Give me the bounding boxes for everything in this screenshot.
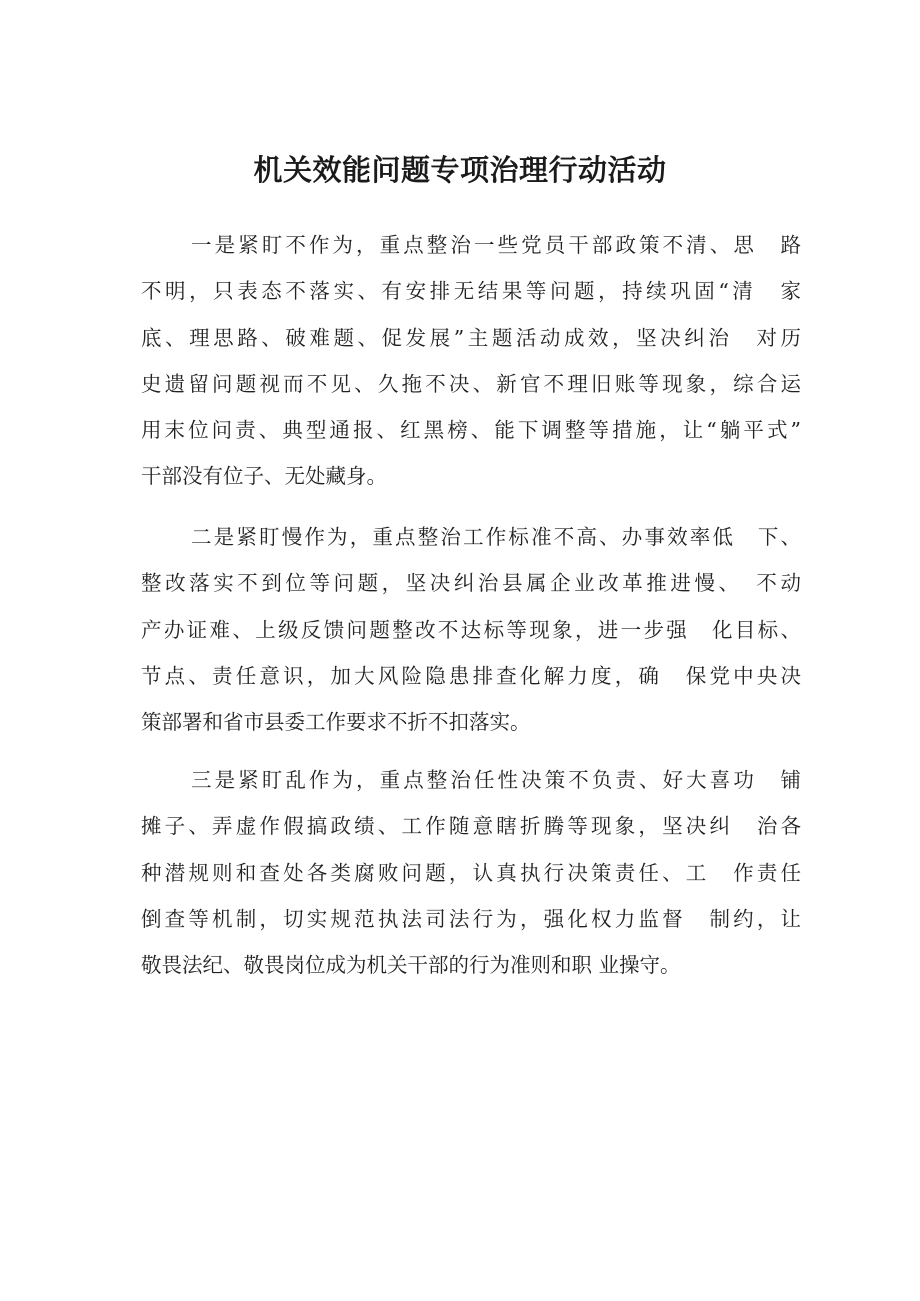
- paragraph-line: 二是紧盯慢作为，重点整治工作标准不高、办事效率低 下、: [191, 525, 801, 549]
- paragraph-line: 不明，只表态不落实、有安排无结果等问题，持续巩固“清 家: [141, 279, 801, 304]
- page-title: 机关效能问题专项治理行动活动: [253, 153, 667, 187]
- paragraph-line: 整改落实不到位等问题，坚决纠治县属企业改革推进慢、 不动: [141, 571, 801, 596]
- paragraph-line: 节点、责任意识，加大风险隐患排查化解力度，确 保党中央决: [141, 663, 801, 688]
- paragraph-line: 摊子、弄虚作假搞政绩、工作随意瞎折腾等现象，坚决纠 治各: [141, 814, 801, 839]
- paragraph-line: 倒查等机制，切实规范执法司法行为，强化权力监督 制约，让: [141, 906, 801, 931]
- paragraph-1: [141, 222, 801, 500]
- paragraph-line: 一是紧盯不作为，重点整治一些党员干部政策不清、思 路: [191, 233, 801, 257]
- paragraph-line: 策部署和省市县委工作要求不折不扣落实。: [141, 710, 531, 735]
- paragraph-line: 用末位问责、典型通报、红黑榜、能下调整等措施，让“躺平式”: [141, 418, 801, 443]
- paragraph-line: 种潜规则和查处各类腐败问题，认真执行决策责任、工 作责任: [141, 860, 801, 885]
- paragraph-3: [141, 757, 801, 988]
- paragraph-line: 产办证难、上级反馈问题整改不达标等现象，进一步强 化目标、: [141, 617, 801, 642]
- paragraph-line: 史遗留问题视而不见、久拖不决、新官不理旧账等现象，综合运: [141, 371, 801, 396]
- paragraph-2: [141, 514, 801, 745]
- paragraph-line: 底、理思路、破难题、促发展”主题活动成效，坚决纠治 对历: [141, 325, 801, 350]
- paragraph-line: 三是紧盯乱作为，重点整治任性决策不负责、好大喜功 铺: [191, 768, 801, 792]
- paragraph-line: 敬畏法纪、敬畏岗位成为机关干部的行为准则和职 业操守。: [141, 953, 681, 978]
- paragraph-line: 干部没有位子、无处藏身。: [141, 464, 387, 489]
